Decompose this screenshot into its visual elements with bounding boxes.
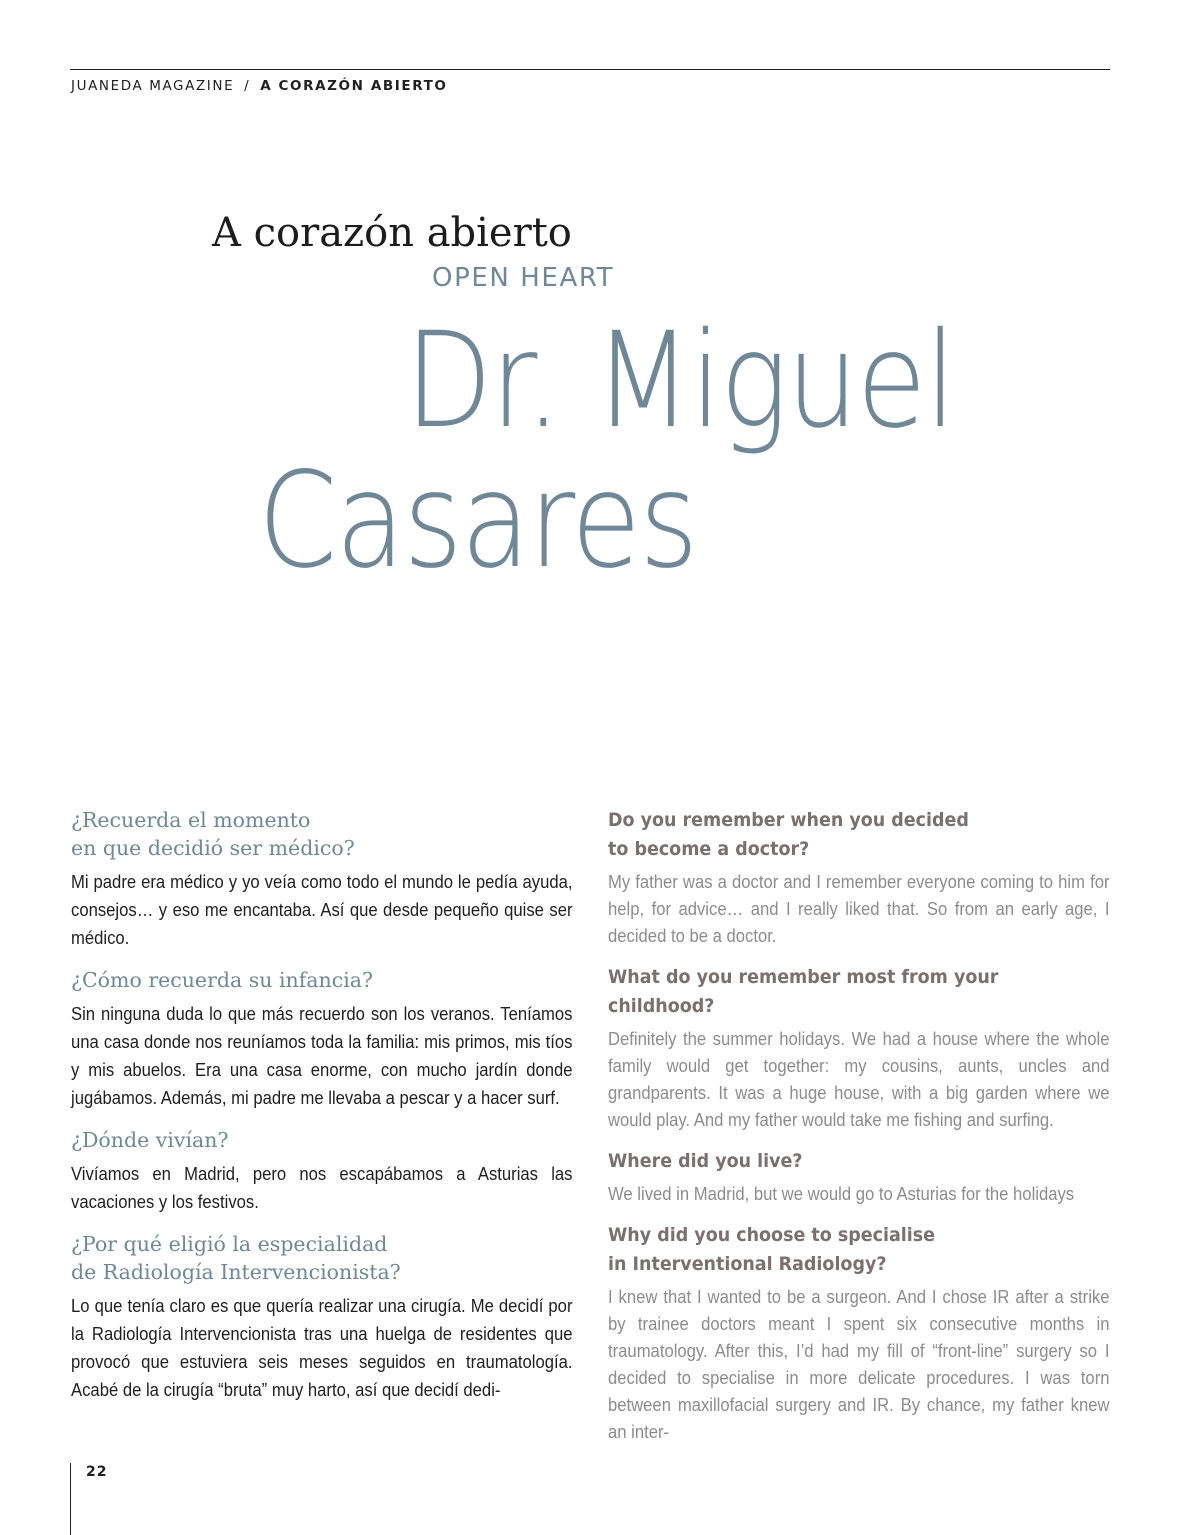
- question: What do you remember most from your childhood?: [608, 966, 999, 1017]
- question: Why did you choose to specialise in Interventional Radiology?: [608, 1224, 936, 1275]
- qa-block-spanish: [71, 1126, 573, 1216]
- answer: Sin ninguna duda lo que más recuerdo son los veranos. Teníamos una casa donde nos reuníamos toda la familia: mis primos, mis tíos y mis abuelos. Era una casa enorme, con mucho jardín donde jugábamos. Además, mi padre me llevaba a pescar y a hacer surf.: [71, 1003, 573, 1108]
- answer: Mi padre era médico y yo veía como todo el mundo le pedía ayuda, consejos… y eso me encantaba. Así que desde pequeño quise ser médico.: [71, 871, 573, 948]
- answer: My father was a doctor and I remember everyone coming to him for help, for advice… and I really liked that. So from an early age, I decided to be a doctor.: [608, 871, 1110, 946]
- qa-block-english: [608, 963, 1110, 1133]
- section-title-english: OPEN HEART: [432, 263, 615, 293]
- answer: We lived in Madrid, but we would go to Asturias for the holidays: [608, 1183, 1075, 1204]
- question: ¿Por qué eligió la especialidad de Radiología Intervencionista?: [71, 1232, 401, 1284]
- publication-name: JUANEDA MAGAZINE: [71, 78, 235, 94]
- section-name: A CORAZÓN ABIERTO: [260, 78, 448, 94]
- interviewee-name-line2: Casares: [258, 444, 697, 598]
- header-separator: /: [244, 78, 251, 94]
- answer: Lo que tenía claro es que quería realizar una cirugía. Me decidí por la Radiología Intervencionista tras una huelga de residentes que provocó que estuviera seis meses seguidos en traumatología. Acabé de la cirugía “bruta” muy harto, así que decidí dedi-: [71, 1295, 573, 1400]
- question: ¿Dónde vivían?: [71, 1128, 229, 1152]
- running-header: [71, 78, 447, 94]
- interviewee-name-line1: Dr. Miguel: [405, 304, 955, 458]
- page-number: 22: [86, 1464, 108, 1480]
- answer: Definitely the summer holidays. We had a house where the whole family would get together: my cousins, aunts, uncles and grandparents. It was a huge house, with a big garden where we would play. And my father would take me fishing and surfing.: [608, 1028, 1110, 1130]
- qa-block-english: [608, 1221, 1110, 1445]
- section-title-spanish: A corazón abierto: [212, 210, 572, 256]
- footer-rule: [70, 1463, 71, 1535]
- question: Where did you live?: [608, 1150, 803, 1172]
- english-column: [608, 806, 1110, 1459]
- qa-block-english: [608, 1147, 1110, 1207]
- qa-block-english: [608, 806, 1110, 949]
- header-rule: [70, 69, 1110, 70]
- qa-block-spanish: [71, 966, 573, 1112]
- answer: I knew that I wanted to be a surgeon. And I chose IR after a strike by trainee doctors meant I spent six consecutive months in traumatology. After this, I’d had my fill of “front-line” surgery so I decided to specialise in more delicate procedures. I was torn between maxillofacial surgery and IR. By chance, my father knew an inter-: [608, 1286, 1110, 1442]
- spanish-column: [71, 806, 573, 1418]
- question: Do you remember when you decided to become a doctor?: [608, 809, 969, 860]
- question: ¿Recuerda el momento en que decidió ser médico?: [71, 808, 355, 860]
- answer: Vivíamos en Madrid, pero nos escapábamos a Asturias las vacaciones y los festivos.: [71, 1163, 573, 1212]
- qa-block-spanish: [71, 1230, 573, 1404]
- question: ¿Cómo recuerda su infancia?: [71, 968, 373, 992]
- qa-block-spanish: [71, 806, 573, 952]
